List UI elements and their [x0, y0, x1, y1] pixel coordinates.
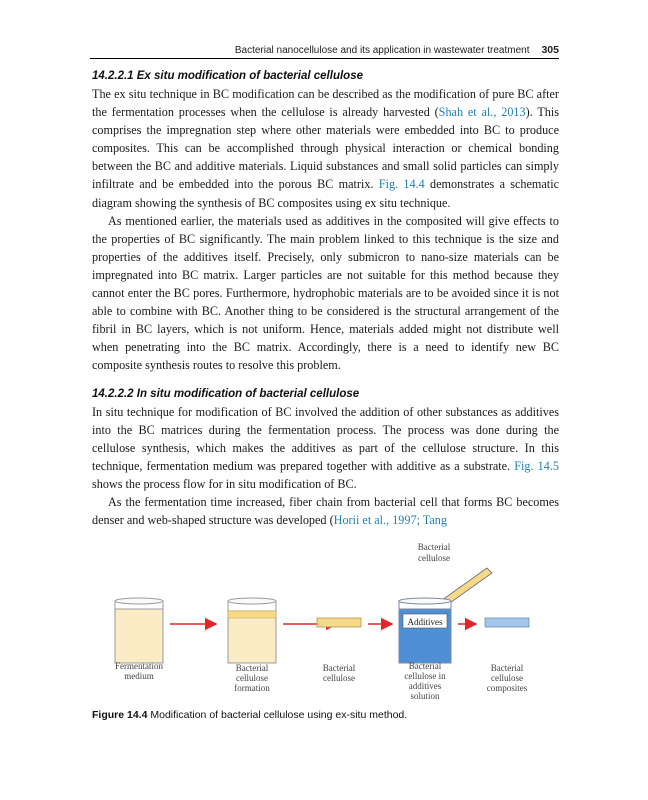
stage-label-3 [323, 663, 356, 683]
paragraph-ex-situ-1 [92, 85, 559, 212]
paragraph-in-situ-2 [92, 493, 559, 529]
stage-label-text: Bacterial [408, 661, 442, 671]
main-content [92, 70, 559, 529]
beaker-cellulose-formation-icon [228, 598, 276, 663]
figure-caption [92, 709, 407, 721]
caption-text: Modification of bacterial cellulose using ex-situ method. [147, 709, 408, 721]
stage-label-text: cellulose [323, 673, 355, 683]
text-run: ). This comprises the impregnation step where other materials were embedded into BC to produce composites. This can be accomplished through physical interaction or chemical bonding between the BC and additive materials. Liquid substances and small solid particles can simply infiltrate and be embedded into the porous BC matrix. [92, 105, 559, 192]
cellulose-composite-film-icon [485, 618, 529, 627]
figure-reference-link[interactable]: Fig. 14.4 [378, 177, 425, 192]
stage-label-text: Bacterial [490, 663, 524, 673]
text-run: The ex situ technique in BC modification can be described as the modification of pure BC after the fermentation processes when the cellulose is already harvested ( [92, 87, 559, 120]
paragraph-in-situ-1 [92, 403, 559, 493]
top-label-line1: Bacterial [417, 542, 451, 552]
ex-situ-diagram [92, 538, 559, 706]
paragraph-ex-situ-2: As mentioned earlier, the materials used as additives in the composited will give effects to the properties of BC significantly. The main problem linked to this technique is the size and properties of the additives itself. Precisely, only submicron to nano-size materials can be impregnated into BC matrix. Larger particles are not suitable for this method because they cannot enter the BC pores. Furthermore, hydrophobic materials are to be avoided since it is not able to combine with BC. Another thing to be considered is the structural arrangement of the fibril in BC layers, which is not uniform. Hence, materials added might not distribute well when penetrating into the BC matrix. Accordingly, there is a need to identify new BC composite synthesis routes to resolve this problem. [92, 213, 559, 373]
cellulose-film-icon [317, 618, 361, 627]
section-heading-ex-situ: 14.2.2.1 Ex situ modification of bacterial cellulose [92, 70, 363, 82]
running-title: Bacterial nanocellulose and its application in wastewater treatment [234, 45, 530, 56]
stage-label-text: cellulose in [404, 671, 446, 681]
stage-label-text: medium [124, 671, 154, 681]
stage-label-text: Bacterial [235, 663, 269, 673]
section-heading-in-situ: 14.2.2.2 In situ modification of bacterial cellulose [92, 387, 360, 400]
stage-label-text: Fermentation [115, 661, 163, 671]
stage-label-5 [487, 663, 528, 693]
beaker-additives-icon [399, 598, 451, 663]
stage-label-text: formation [234, 683, 270, 693]
stage-label-1 [115, 661, 163, 681]
text-run: demonstrates a schematic diagram showing the synthesis of BC composites using ex situ technique. [92, 177, 559, 210]
page-number: 305 [541, 44, 559, 56]
figure-reference-link[interactable]: Fig. 14.5 [514, 458, 559, 473]
figure-14-4 [92, 538, 559, 706]
stage-label-text: Bacterial [322, 663, 356, 673]
stage-label-2 [234, 663, 270, 693]
stage-label-4 [404, 661, 446, 701]
stage-label-text: solution [410, 691, 440, 701]
text-run: shows the process flow for in situ modification of BC. [92, 476, 357, 491]
text-run: As the fermentation time increased, fiber chain from bacterial cell that forms BC becomes denser and web-shaped structure was developed ( [92, 494, 559, 528]
text-run: In situ technique for modification of BC involved the addition of other substances as additives into the BC matrices during the fermentation process. The process was done during the cellulose synthesis, which makes the additives as part of the cellulose structure. In this technique, fermentation medium was prepared together with additive as a substrate. [92, 404, 559, 473]
header-rule [90, 58, 559, 59]
top-label-line2: cellulose [418, 553, 450, 563]
caption-label: Figure 14.4 [92, 709, 148, 721]
stage-label-text: cellulose [491, 673, 523, 683]
beaker-fermentation-medium-icon [115, 598, 163, 663]
citation-link[interactable]: Horii et al., 1997; Tang [333, 513, 447, 528]
stage-label-text: additives [408, 681, 442, 691]
stage-label-text: cellulose [236, 673, 268, 683]
citation-link[interactable]: Shah et al., 2013 [438, 105, 526, 120]
additives-label: Additives [407, 617, 443, 627]
stage-label-text: composites [486, 683, 528, 693]
running-header [90, 44, 559, 56]
